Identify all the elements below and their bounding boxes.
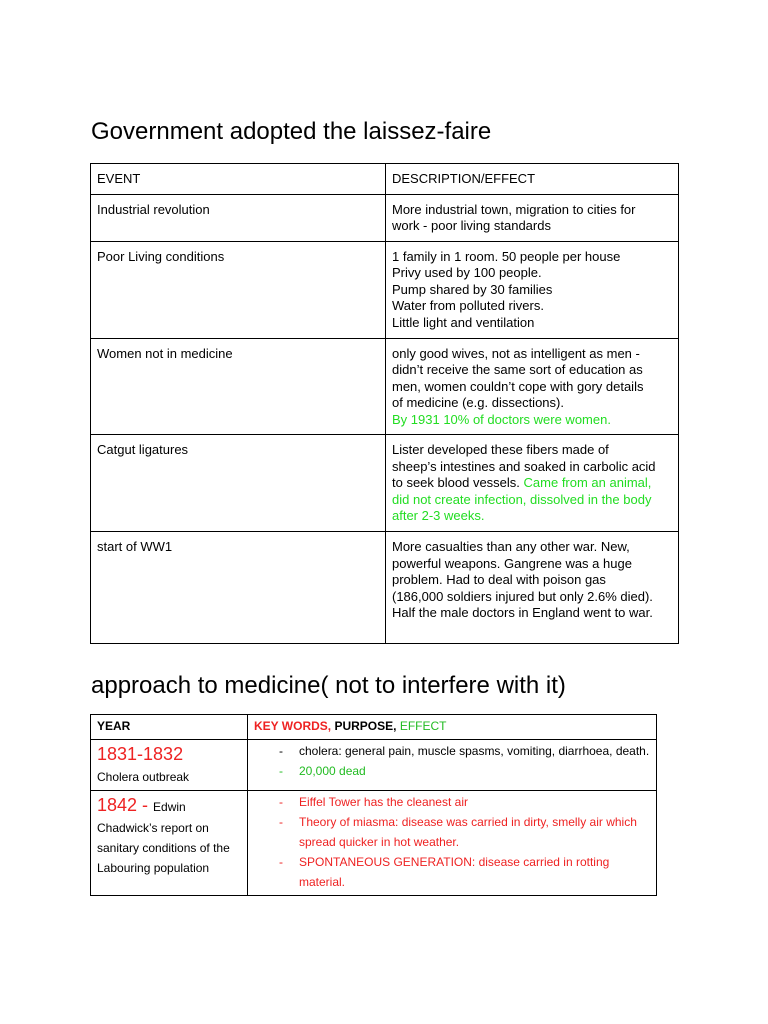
description-line: Privy used by 100 people. <box>392 265 542 280</box>
description-line: didn’t receive the same sort of education as <box>392 362 643 377</box>
description-line: powerful weapons. Gangrene was a huge <box>392 555 632 571</box>
keyword-list <box>254 792 651 892</box>
description-line: only good wives, not as intelligent as men - <box>392 345 640 361</box>
year-suffix: Edwin <box>153 800 186 814</box>
year-subtitle: Cholera outbreak <box>97 770 190 784</box>
year-label: 1831-1832 <box>97 744 184 764</box>
highlight-line: after 2-3 weeks. <box>392 508 485 523</box>
description-line: sheep’s intestines and soaked in carbolic acid <box>392 458 656 474</box>
event-cell: Women not in medicine <box>91 338 386 435</box>
event-cell: Catgut ligatures <box>91 435 386 532</box>
description-cell <box>386 194 679 241</box>
keyword-list <box>254 741 651 781</box>
table-row <box>91 194 679 241</box>
list-item: - Eiffel Tower has the cleanest air <box>299 792 651 812</box>
keywords-cell <box>248 740 657 791</box>
table-header-row <box>91 715 657 740</box>
list-item: - SPONTANEOUS GENERATION: disease carried in rotting material. <box>299 852 651 892</box>
description-cell <box>386 435 679 532</box>
list-item: - 20,000 dead <box>299 761 651 781</box>
year-cell <box>91 740 248 791</box>
description-line: More casualties than any other war. New, <box>392 539 630 554</box>
section2-title: approach to medicine( not to interfere with it) <box>91 672 566 699</box>
description-line: of medicine (e.g. dissections). <box>392 395 564 410</box>
table-row <box>91 791 657 896</box>
highlight-line: By 1931 10% of doctors were women. <box>392 411 611 427</box>
header-purpose-label: PURPOSE, <box>331 719 397 733</box>
timeline-table <box>90 714 657 896</box>
year-cell <box>91 791 248 896</box>
table-row <box>91 532 679 644</box>
year-subtitle: Chadwick’s report on sanitary conditions of the Labouring population <box>97 821 230 875</box>
header-keywords-label: KEY WORDS, <box>254 719 332 733</box>
year-label: 1842 - <box>97 795 154 815</box>
description-line: work - poor living standards <box>392 218 551 233</box>
description-line: Lister developed these fibers made of <box>392 442 609 457</box>
header-effect-label: EFFECT <box>396 719 447 733</box>
event-cell: start of WW1 <box>91 532 386 644</box>
highlight-line: did not create infection, dissolved in the body <box>392 491 652 507</box>
description-line: (186,000 soldiers injured but only 2.6% died). <box>392 588 653 604</box>
description-cell <box>386 532 679 644</box>
section1-title: Government adopted the laissez-faire <box>91 118 492 145</box>
header-event: EVENT <box>91 164 386 195</box>
table-row <box>91 435 679 532</box>
description-line: Pump shared by 30 families <box>392 281 553 297</box>
description-line: men, women couldn’t cope with gory details <box>392 378 644 394</box>
list-item: - cholera: general pain, muscle spasms, vomiting, diarrhoea, death. <box>299 741 651 761</box>
description-line: Water from polluted rivers. <box>392 298 544 313</box>
description-line: problem. Had to deal with poison gas <box>392 572 606 587</box>
highlight-line: Came from an animal, <box>523 475 652 490</box>
header-description: DESCRIPTION/EFFECT <box>386 164 679 195</box>
header-keywords <box>248 715 657 740</box>
header-year: YEAR <box>91 715 248 740</box>
table-header-row <box>91 164 679 195</box>
description-line: Little light and ventilation <box>392 314 535 330</box>
description-line: to seek blood vessels. <box>392 475 520 490</box>
description-line: Half the male doctors in England went to war. <box>392 605 653 620</box>
description-line: 1 family in 1 room. 50 people per house <box>392 248 621 264</box>
table-row <box>91 740 657 791</box>
description-line: More industrial town, migration to cities for <box>392 201 636 217</box>
events-table <box>90 163 679 644</box>
description-cell <box>386 241 679 338</box>
event-cell: Poor Living conditions <box>91 241 386 338</box>
list-item: - Theory of miasma: disease was carried in dirty, smelly air which spread quicker in hot weather. <box>299 812 651 852</box>
table-row <box>91 338 679 435</box>
table-row <box>91 241 679 338</box>
description-cell <box>386 338 679 435</box>
keywords-cell <box>248 791 657 896</box>
event-cell: Industrial revolution <box>91 194 386 241</box>
